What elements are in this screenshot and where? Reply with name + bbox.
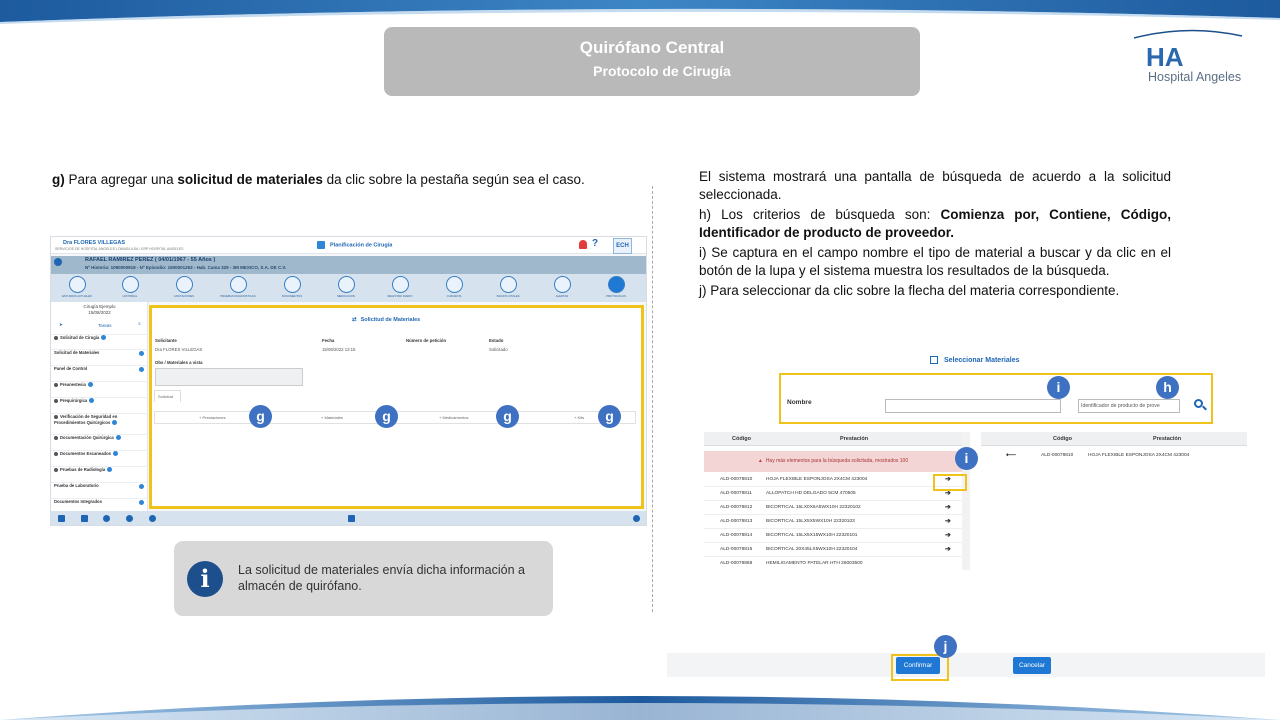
sidebar-item-label: Documentación Quirúrgica [60, 435, 114, 440]
estado-label: Estado [489, 338, 504, 343]
info-note-text: La solicitud de materiales envía dicha información a almacén de quirófano. [238, 563, 525, 593]
sidebar-item-label: Preanestesia [60, 382, 86, 387]
patient-name-text: RAFAEL RAMIREZ PEREZ [85, 257, 154, 263]
add-kits-button[interactable]: + Kits [574, 415, 585, 420]
numero-label: Número de petición [406, 338, 447, 343]
add-medicamentos-button[interactable]: + Medicamentos [439, 415, 469, 420]
toolbar-item[interactable] [268, 276, 316, 302]
materials-request-screenshot [50, 236, 647, 526]
row-desc: ALLOPATCH HD DELGADO 5CM 470505 [766, 491, 856, 496]
badge-icon [88, 382, 93, 387]
table-row [704, 473, 962, 487]
col-prestacion: Prestación [840, 436, 869, 442]
left-instructions [52, 171, 592, 189]
solicitante-label: Solicitante [155, 338, 177, 343]
toolbar-label: PROTOCOLOS [606, 294, 626, 298]
select-arrow-icon[interactable]: ➔ [945, 546, 951, 553]
marker-h: h [1156, 376, 1179, 399]
toolbar-circle-icon [122, 276, 139, 293]
sidebar-item-label: Solicitud de Materiales [54, 350, 100, 355]
toolbar-label: CUIDADOS [446, 294, 462, 298]
row-code: ALD-00078868 [720, 561, 753, 566]
org-name: SERVICIOS DE HOSPITAL ANGELES LOMAS/ULSA / ERP HOSPITAL ANGELES [55, 247, 184, 251]
toolbar-label: HISTORIAL [122, 294, 138, 298]
sidebar-item-label: Verificación de Seguridad en Procedimientos Quirúrgicos [54, 414, 118, 425]
sidebar-item-label: Documentos Integrados [54, 499, 102, 504]
obs-label: Obs / Materiales a vista [155, 360, 203, 365]
step-h-paragraph [699, 206, 1171, 242]
form-title-text: Solicitud de Materiales [360, 317, 421, 323]
sidebar-item[interactable] [51, 413, 148, 431]
toolbar-label: ALERTAS [555, 294, 569, 298]
toolbar-item[interactable] [106, 276, 154, 302]
row-desc: HEMILIGAMENTO PATELAR HTH 26003500 [766, 561, 863, 566]
toolbar-circle-icon [446, 276, 463, 293]
badge-icon [101, 335, 106, 340]
name-input[interactable] [885, 399, 1061, 413]
dashed-divider [652, 186, 653, 612]
tasks-header[interactable] [51, 321, 148, 331]
warning-text: Hay más elementos para la búsqueda solicitada, mostrados 100 [765, 458, 909, 464]
header-icons [579, 238, 647, 254]
row-desc: HOJA FLEXIBLE ESPONJOSA 2X4CM 423004 [1088, 453, 1190, 458]
select-arrow-icon[interactable]: ➔ [945, 490, 951, 497]
dialog-footer [667, 653, 1265, 677]
dot-icon [54, 399, 58, 403]
tasks-label: Tareas [98, 323, 112, 328]
hospital-logo [1128, 28, 1258, 90]
edit-icon [930, 356, 938, 364]
cancel-button[interactable]: Cancelar [1013, 657, 1051, 674]
inbox-icon[interactable] [348, 515, 355, 522]
toolbar-circle-icon [392, 276, 409, 293]
toolbar-circle-icon [69, 276, 86, 293]
sidebar-item[interactable] [51, 365, 148, 377]
toolbar-item[interactable] [484, 276, 532, 302]
plus-icon[interactable] [139, 367, 144, 372]
criteria-selected: Identificador de producto de prove [1081, 403, 1160, 409]
badge-icon [116, 435, 121, 440]
toolbar-item[interactable] [214, 276, 262, 302]
highlight-frame [149, 305, 644, 509]
settings-icon[interactable] [103, 515, 110, 522]
minus-circle-icon[interactable] [126, 515, 133, 522]
row-code: ALD-00078814 [720, 533, 753, 538]
select-materials-title-text: Seleccionar Materiales [944, 356, 1020, 364]
estado-value: Solicitado [489, 347, 508, 352]
toolbar-circle-icon [284, 276, 301, 293]
select-arrow-icon[interactable]: ➔ [945, 504, 951, 511]
step-g-text-1: Para agregar una [64, 172, 178, 187]
add-prestaciones-button[interactable]: + Prestaciones [199, 415, 226, 420]
sidebar-item-label: Prequirúrgica [60, 398, 88, 403]
sidebar-item-label: Documentos Escaneados [60, 451, 111, 456]
warning-icon: ▲ [757, 458, 763, 464]
step-j-paragraph: j) Para seleccionar da clic sobre la flecha del materia correspondiente. [699, 283, 1120, 298]
search-criteria-box [779, 373, 1213, 424]
plus-icon[interactable] [139, 500, 144, 505]
badge-icon [113, 451, 118, 456]
col-prestacion: Prestación [1153, 436, 1182, 442]
row-code: ALD-00078812 [720, 505, 753, 510]
selected-row [981, 449, 1247, 463]
toolbar-item[interactable] [53, 276, 101, 302]
badge-icon [112, 420, 117, 425]
sidebar-item[interactable] [51, 482, 148, 494]
patient-toolbar [51, 274, 647, 302]
table-row [704, 557, 962, 571]
solicitante-value: Dra FLORES VILLEGAS [155, 347, 203, 352]
top-wave-band [0, 0, 1280, 26]
sidebar-header [51, 304, 148, 316]
marker-g: g [375, 405, 398, 428]
dot-icon [54, 452, 58, 456]
toolbar-label: MEDICACION [337, 294, 355, 298]
row-desc: BICORTICAL 20X45LX5WX10H 22320104 [766, 547, 858, 552]
dot-icon [54, 336, 58, 340]
toolbar-circle-icon [230, 276, 247, 293]
bottom-toolbar [51, 511, 647, 526]
toolbar-label: ESTUDIOS ACTUALES [62, 294, 92, 298]
sidebar-item[interactable] [51, 349, 148, 361]
toolbar-label: REGISTRO DIARIO [387, 294, 413, 298]
exit-icon[interactable]: ➤ [59, 322, 63, 327]
sidebar-title: Cirugía Ejemplo [83, 304, 116, 309]
badge-icon [89, 398, 94, 403]
dot-icon [54, 383, 58, 387]
marker-i: i [1047, 376, 1070, 399]
sidebar-item[interactable] [51, 498, 148, 510]
dot-icon [54, 436, 58, 440]
toolbar-circle-icon [554, 276, 571, 293]
sidebar-item[interactable] [51, 466, 148, 478]
fecha-label: Fecha [322, 338, 335, 343]
row-desc: BICORTICAL 15LX5X5WX10H 22320103 [766, 519, 855, 524]
app-header [51, 237, 647, 254]
remove-arrow-icon[interactable]: ⟵ [1006, 452, 1017, 459]
toolbar-item[interactable] [376, 276, 424, 302]
step-i-paragraph: i) Se captura en el campo nombre el tipo de material a buscar y da clic en el botón de la lupa y el sistema muestra los resultados de la búsqueda. [699, 245, 1171, 278]
slide-title: Quirófano Central [579, 38, 725, 57]
toolbar-item-active[interactable] [592, 276, 640, 302]
brand-name: Hospital Angeles [1148, 70, 1242, 84]
toolbar-label: PRUEBAS DIAGNOSTICAS [220, 294, 256, 298]
sidebar-item[interactable] [51, 434, 148, 446]
row-code: ALD-00078815 [720, 547, 753, 552]
toolbar-item[interactable] [322, 276, 370, 302]
dot-icon [54, 415, 58, 419]
slide-subtitle: Protocolo de Cirugía [593, 63, 731, 79]
row-desc: BICORTICAL 15LX0X6A5WX10H 22320102 [766, 505, 861, 510]
select-arrow-icon[interactable]: ➔ [945, 532, 951, 539]
help-icon[interactable]: ? [592, 238, 599, 249]
select-materials-title [930, 356, 1020, 364]
doctor-name: Dra FLORES VILLEGAS [63, 240, 126, 246]
col-codigo: Código [1053, 436, 1072, 442]
sidebar-item[interactable] [51, 450, 148, 462]
ha-logo-icon [1128, 28, 1258, 72]
module-label: Planificación de Cirugía [330, 242, 393, 249]
info-icon[interactable] [149, 515, 156, 522]
tasks-sidebar [51, 302, 148, 512]
marker-g: g [496, 405, 519, 428]
row-code: ALD-00078811 [720, 491, 752, 496]
toolbar-label: SIGNOS VITALES [496, 294, 520, 298]
calendar-icon [317, 241, 325, 249]
name-label: Nombre [787, 399, 812, 406]
menu-icon[interactable]: ≡ [138, 321, 141, 326]
toolbar-label: ANOTACIONES [173, 294, 195, 298]
sidebar-date: 15/08/2022 [88, 310, 111, 315]
binoculars-icon[interactable] [81, 515, 88, 522]
toolbar-item[interactable] [538, 276, 586, 302]
bell-icon[interactable] [579, 240, 587, 249]
table-row [704, 543, 962, 557]
svg-text:HA: HA [1146, 42, 1184, 72]
sidebar-item[interactable] [51, 334, 148, 345]
patient-age: ( 04/01/1967 - 55 Años ) [154, 257, 216, 263]
criteria-select[interactable] [1078, 399, 1180, 413]
marker-g: g [249, 405, 272, 428]
ech-icon[interactable]: ECH [613, 238, 632, 254]
selected-table [981, 432, 1247, 462]
badge-icon [107, 467, 112, 472]
results-header [704, 432, 962, 446]
plus-icon[interactable] [139, 351, 144, 356]
tab-solicitud[interactable]: Solicitud [154, 390, 181, 402]
row-code: ALD-00078813 [720, 519, 753, 524]
exchange-icon: ⇄ [352, 317, 357, 323]
patient-name [85, 257, 215, 263]
select-arrow-icon[interactable]: ➔ [945, 518, 951, 525]
confirm-button[interactable]: Confirmar [896, 657, 940, 674]
results-table [704, 432, 970, 570]
table-row [704, 515, 962, 529]
table-row [704, 501, 962, 515]
sidebar-item[interactable] [51, 397, 148, 409]
sidebar-item-label: Prueba de Laboratorio [54, 483, 99, 488]
add-materiales-button[interactable]: + Materiales [321, 415, 343, 420]
marker-i: i [955, 447, 978, 470]
power-icon[interactable] [633, 515, 640, 522]
selected-header [981, 432, 1247, 446]
table-row [704, 487, 962, 501]
module-title [317, 241, 392, 249]
toolbar-circle-icon [500, 276, 517, 293]
marker-g: g [598, 405, 621, 428]
title-box [384, 27, 920, 96]
sidebar-item-label: Solicitud de Cirugía [60, 335, 100, 340]
intro-paragraph: El sistema mostrará una pantalla de búsqueda de acuerdo a la solicitud seleccionada. [699, 169, 1171, 202]
row-code: ALD-00078810 [1041, 453, 1074, 458]
sidebar-item[interactable] [51, 381, 148, 393]
patient-info: Nº Historia: 1090000918 - Nº Episodio: 1500001253 - Hab. Cama 329 - 3M MEXICO, S.A. DE C.V. [85, 265, 287, 270]
right-instructions [699, 168, 1171, 300]
info-icon: i [187, 561, 223, 597]
step-g-bold: solicitud de materiales [177, 172, 323, 187]
sidebar-item-label: Pruebas de Radiología [60, 467, 106, 472]
fecha-value: 15/08/2022 13:16 [322, 347, 356, 352]
step-h-text: h) Los criterios de búsqueda son: [699, 207, 941, 222]
row-desc: BICORTICAL 15LX5X15WX10H 22320101 [766, 533, 858, 538]
patient-bar [51, 256, 647, 274]
plus-icon[interactable] [139, 484, 144, 489]
toolbar-circle-icon [176, 276, 193, 293]
step-h-bold: Comienza por, Contiene, Código, Identificador de producto de proveedor. [699, 207, 1171, 240]
row-desc: HOJA FLEXIBLE ESPONJOSA 2X4CM 423004 [766, 477, 868, 482]
dot-icon [54, 468, 58, 472]
table-row [704, 529, 962, 543]
results-warning [704, 451, 962, 472]
step-g-prefix: g) [52, 172, 65, 187]
col-codigo: Código [732, 436, 751, 442]
step-g-text-2: da clic sobre la pestaña según sea el caso. [322, 172, 585, 187]
toolbar-circle-icon [338, 276, 355, 293]
toolbar-label: DOCUMENTOS [281, 294, 303, 298]
toolbar-circle-icon [608, 276, 625, 293]
toolbar-item[interactable] [160, 276, 208, 302]
back-arrow-icon[interactable] [54, 258, 62, 266]
home-icon[interactable] [58, 515, 65, 522]
bottom-wave-band [0, 676, 1280, 720]
sidebar-item-label: Panel de Control [54, 366, 88, 371]
highlight-arrow [933, 474, 967, 491]
row-code: ALD-00078810 [720, 477, 753, 482]
select-arrow-icon[interactable]: ➔ [945, 476, 951, 483]
info-note [174, 541, 553, 616]
toolbar-item[interactable] [430, 276, 478, 302]
search-icon[interactable] [1194, 399, 1203, 408]
marker-j: j [934, 635, 957, 658]
